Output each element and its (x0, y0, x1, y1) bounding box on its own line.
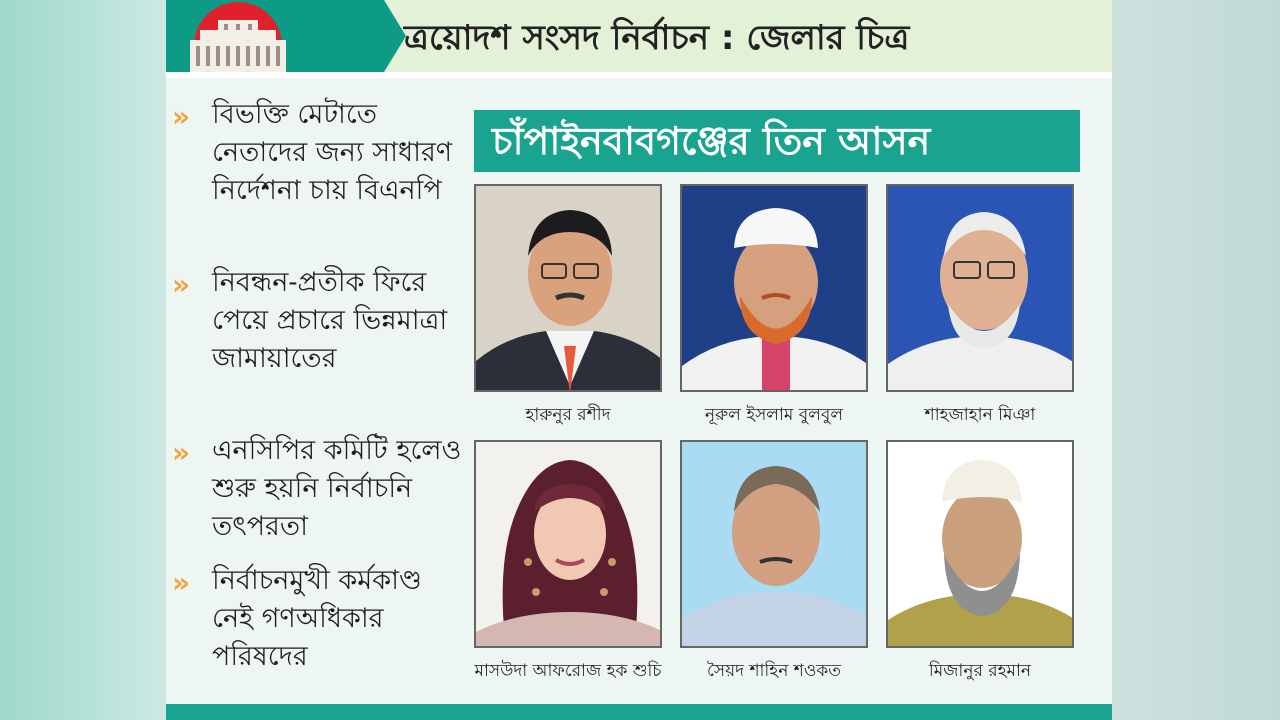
list-item (166, 264, 466, 414)
candidate-photo (680, 440, 868, 648)
candidate-name: মাসউদা আফরোজ হক শুচি (474, 661, 662, 681)
headline-text: নিবন্ধন-প্রতীক ফিরে পেয়ে প্রচারে ভিন্নমাত্রা জামায়াতের (212, 267, 448, 374)
background-right (1112, 0, 1280, 720)
page-title: ত্রয়োদশ সংসদ নির্বাচন : জেলার চিত্র (404, 18, 910, 58)
candidate-photo (474, 440, 662, 648)
candidate-photo (680, 184, 868, 392)
candidate-photo (474, 184, 662, 392)
parliament-building-icon (166, 0, 384, 72)
news-graphic (166, 0, 1112, 720)
candidate-name: সৈয়দ শাহিন শওকত (706, 661, 841, 681)
list-item (166, 562, 466, 674)
section-title: চাঁপাইনবাবগঞ্জের তিন আসন (474, 110, 1080, 172)
list-item (166, 96, 466, 246)
chevron-right-icon: » (172, 268, 191, 301)
candidate-name: হারুনুর রশীদ (525, 405, 611, 425)
candidate-photo (886, 184, 1074, 392)
list-item (166, 432, 466, 544)
candidate-name: শাহজাহান মিঞা (924, 405, 1036, 425)
candidate-name: নূরুল ইসলাম বুলবুল (704, 405, 844, 425)
header-arrow (384, 0, 406, 72)
chevron-right-icon: » (172, 436, 191, 469)
parliament-logo (166, 0, 384, 72)
candidate-name: মিজানুর রহমান (928, 661, 1032, 681)
candidate-photo (886, 440, 1074, 648)
headline-text: নির্বাচনমুখী কর্মকাণ্ড নেই গণঅধিকার পরিষদের (212, 565, 422, 672)
chevron-right-icon: » (172, 566, 191, 599)
headline-list (166, 96, 466, 692)
footer-bar (166, 704, 1112, 720)
chevron-right-icon: » (172, 100, 191, 133)
header-bar (166, 0, 1112, 72)
divider (166, 72, 1112, 78)
headline-text: এনসিপির কমিটি হলেও শুরু হয়নি নির্বাচনি তৎপরতা (212, 435, 462, 542)
headline-text: বিভক্তি মেটাতে নেতাদের জন্য সাধারণ নির্দেশনা চায় বিএনপি (212, 99, 453, 206)
